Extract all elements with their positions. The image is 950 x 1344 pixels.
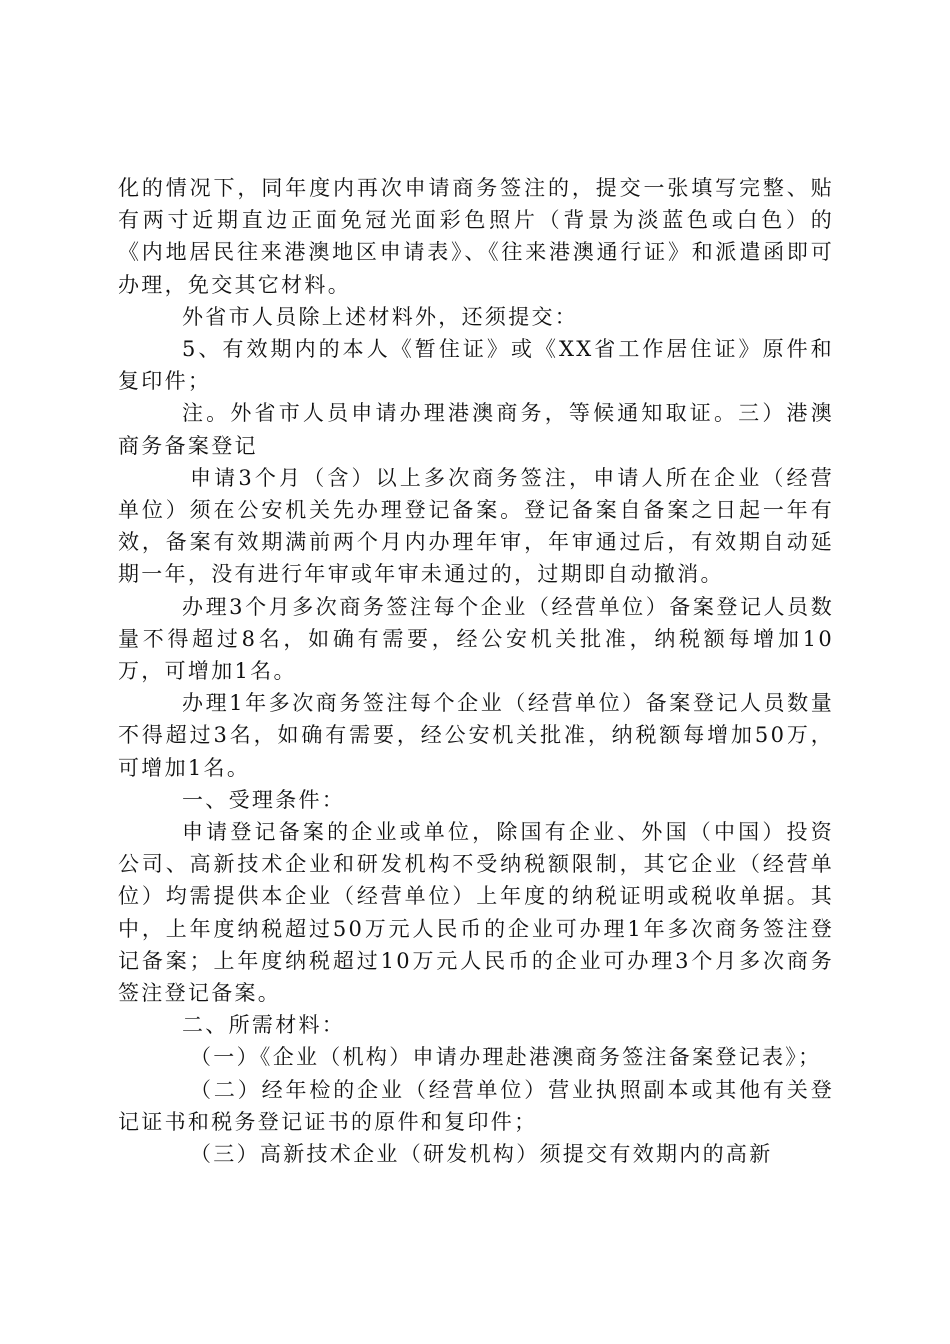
- paragraph-material-3: （三）高新技术企业（研发机构）须提交有效期内的高新: [190, 1142, 773, 1167]
- paragraph-1-year-quota: 办理1年多次商务签注每个企业（经营单位）备案登记人员数量不得超过3名，如确有需要，经公安机关批准，纳税额每增加50万，可增加1名。: [118, 691, 834, 780]
- document-body: [118, 172, 834, 1170]
- paragraph-note-section-3: 注。外省市人员申请办理港澳商务，等候通知取证。三）港澳商务备案登记: [118, 401, 834, 458]
- paragraph-3-month-quota: 办理3个月多次商务签注每个企业（经营单位）备案登记人员数量不得超过8名，如确有需要，经公安机关批准，纳税额每增加10万，可增加1名。: [118, 594, 834, 684]
- paragraph-continuation: 化的情况下，同年度内再次申请商务签注的，提交一张填写完整、贴有两寸近期直边正面免冠光面彩色照片（背景为淡蓝色或白色）的《内地居民往来港澳地区申请表》、《往来港澳通行证》和派遣函即可办理，免交其它材料。: [118, 176, 834, 297]
- paragraph-registration-intro: 申请3个月（含）以上多次商务签注，申请人所在企业（经营单位）须在公安机关先办理登记备案。登记备案自备案之日起一年有效，备案有效期满前两个月内办理年审，年审通过后，有效期自动延期一年，没有进行年审或年审未通过的，过期即自动撤消。: [118, 465, 834, 587]
- paragraph-material-1: （一）《企业（机构）申请办理赴港澳商务签注备案登记表》；: [190, 1045, 822, 1070]
- paragraph-acceptance-conditions: 申请登记备案的企业或单位，除国有企业、外国（中国）投资公司、高新技术企业和研发机构不受纳税额限制，其它企业（经营单位）均需提供本企业（经营单位）上年度的纳税证明或税收单据。其中，上年度纳税超过50万元人民币的企业可办理1年多次商务签注登记备案；上年度纳税超过10万元人民币的企业可办理3个月多次商务签注登记备案。: [118, 820, 834, 1006]
- heading-acceptance-conditions: 一、受理条件：: [182, 787, 346, 812]
- heading-required-materials: 二、所需材料：: [182, 1013, 346, 1038]
- paragraph-item-5: 5、有效期内的本人《暂住证》或《XX省工作居住证》原件和复印件；: [118, 337, 834, 394]
- paragraph-extra-materials-intro: 外省市人员除上述材料外，还须提交：: [182, 304, 579, 329]
- paragraph-material-2: （二）经年检的企业（经营单位）营业执照副本或其他有关登记证书和税务登记证书的原件和复印件；: [118, 1077, 834, 1134]
